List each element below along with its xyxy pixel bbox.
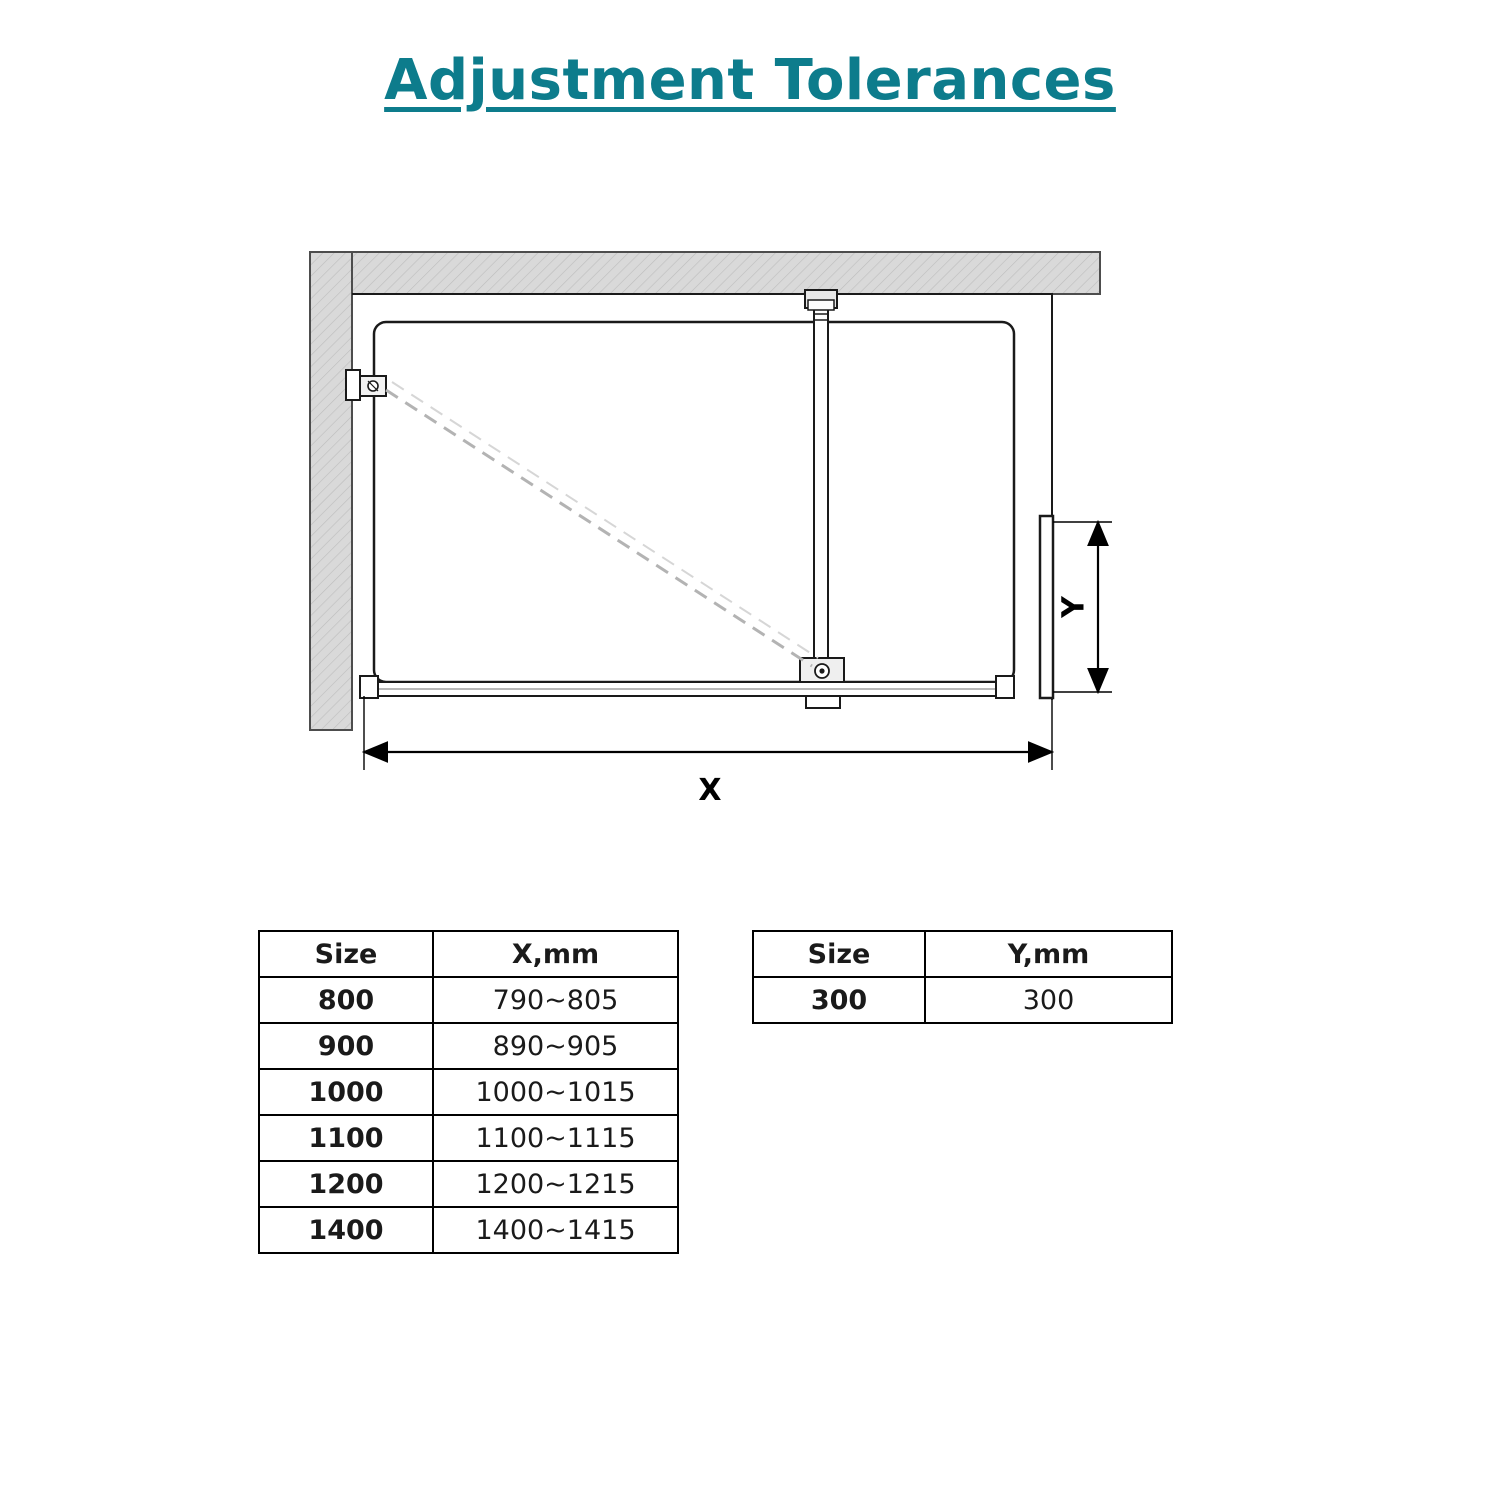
table-row [259, 1115, 678, 1161]
cell-x-range: 1000~1015 [433, 1069, 678, 1115]
table-row [259, 1207, 678, 1253]
column-header-x: X,mm [433, 931, 678, 977]
dimension-label-x: X [698, 773, 722, 808]
table-row [259, 1023, 678, 1069]
x-tolerance-table [258, 930, 679, 1254]
table-header-row [753, 931, 1172, 977]
cell-x-range: 1400~1415 [433, 1207, 678, 1253]
cell-size: 900 [259, 1023, 433, 1069]
cell-size: 300 [753, 977, 925, 1023]
diagram-container [300, 230, 1200, 830]
cell-x-range: 790~805 [433, 977, 678, 1023]
y-tolerance-table [752, 930, 1173, 1024]
table-row [753, 977, 1172, 1023]
page-title: Adjustment Tolerances [384, 48, 1116, 113]
column-header-size: Size [259, 931, 433, 977]
table-row [259, 1161, 678, 1207]
cell-y-value: 300 [925, 977, 1172, 1023]
cell-x-range: 890~905 [433, 1023, 678, 1069]
return-glass-panel [1040, 516, 1053, 698]
shower-screen-diagram [300, 230, 1200, 830]
cell-size: 1000 [259, 1069, 433, 1115]
dimension-y [1053, 522, 1112, 692]
cell-x-range: 1200~1215 [433, 1161, 678, 1207]
cell-size: 1100 [259, 1115, 433, 1161]
cell-x-range: 1100~1115 [433, 1115, 678, 1161]
dimension-label-y: Y [1056, 596, 1092, 618]
table-header-row [259, 931, 678, 977]
ceiling-wall-slab [310, 252, 1100, 294]
fixed-glass-panel [374, 322, 1014, 682]
column-header-size: Size [753, 931, 925, 977]
table-row [259, 1069, 678, 1115]
side-wall-slab [310, 252, 352, 730]
table-row [259, 977, 678, 1023]
column-header-y: Y,mm [925, 931, 1172, 977]
tables-container [0, 930, 1500, 1290]
cell-size: 1200 [259, 1161, 433, 1207]
cell-size: 1400 [259, 1207, 433, 1253]
cell-size: 800 [259, 977, 433, 1023]
dimension-x [364, 696, 1052, 808]
